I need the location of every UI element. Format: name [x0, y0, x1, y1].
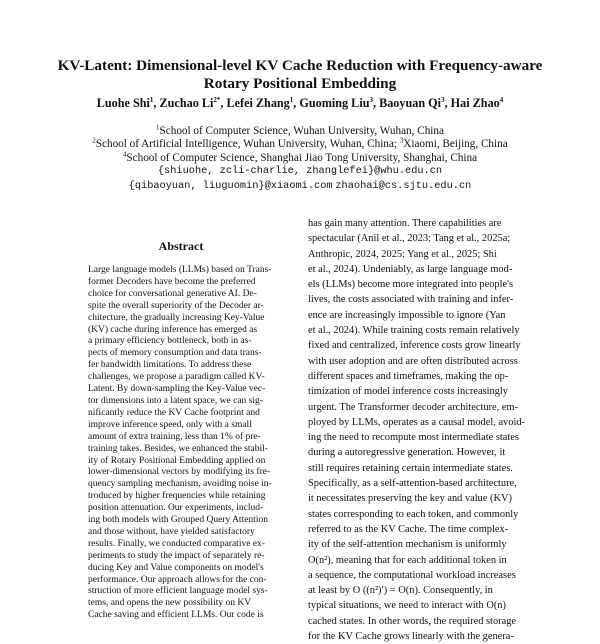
- author-affil-mark: 2*: [213, 95, 221, 104]
- affiliation-line: $^2$School of Artificial Intelligence, Wuhan University, Wuhan, China; $^3$Xiaomi, Beijing, China: [92, 136, 508, 151]
- abstract-line: quency sampling mechanism, avoiding noise in-: [88, 479, 272, 490]
- affiliation-2: School of Artificial Intelligence, Wuhan University, Wuhan, China;: [95, 138, 400, 151]
- abstract-line: improve inference speed, only with a small: [88, 419, 252, 430]
- body-text-line: els (LLMs) become more integrated into people's: [308, 279, 514, 291]
- author-name: Guoming Liu: [299, 96, 370, 110]
- abstract-line: training takes. Besides, we enhanced the stabil-: [88, 443, 268, 454]
- body-text-line: ence are increasingly impossible to ignore (Yan: [308, 309, 506, 321]
- abstract-line: challenges, we propose a paradigm called KV-: [88, 372, 265, 383]
- affiliation-4: School of Computer Science, Shanghai Jiao Tong University, Shanghai, China: [126, 151, 478, 164]
- email-line-1: {shiuohe, zcli-charlie, zhanglefei}@whu.edu.cn: [157, 165, 443, 178]
- author-affil-mark: 1: [149, 95, 154, 104]
- abstract-line: and those without, have yielded satisfactory: [88, 526, 255, 537]
- author-name: Zuchao Li: [159, 96, 214, 110]
- body-text-line: it necessitates preserving the key and value (KV): [308, 493, 512, 505]
- body-text-line: Anthropic, 2024, 2025; Yang et al., 2025; Shi: [308, 248, 497, 260]
- abstract-line: periments to study the impact of separately re-: [88, 550, 265, 561]
- abstract-line: choice for conversational generative AI. De-: [88, 288, 257, 299]
- body-text-line: during a autoregressive generation. However, it: [308, 447, 506, 459]
- body-text-line: O(n²), meaning that for each additional token in: [308, 554, 507, 566]
- body-text-line: urgent. The Transformer decoder architecture, em-: [308, 401, 518, 413]
- body-text-line: spectacular (Anil et al., 2023; Tang et al., 2025a;: [308, 233, 511, 245]
- body-text-line: different spaces and timeframes, making the op-: [308, 370, 509, 382]
- author-affil-mark: 1: [289, 95, 294, 104]
- author-affil-mark: 3: [441, 95, 445, 104]
- author-name: Hai Zhao: [450, 96, 500, 110]
- paper-title: [40, 57, 560, 93]
- affiliations: [30, 125, 570, 193]
- abstract-line: ducing Key and Value components on model's: [88, 562, 264, 573]
- abstract-line: Large language models (LLMs) based on Trans-: [88, 265, 272, 275]
- body-text-line: cached states. In other words, the required storage: [308, 615, 517, 627]
- affiliation-3: Xiaomi, Beijing, China: [403, 138, 508, 151]
- body-text-line: referred to as the KV Cache. The time complex-: [308, 523, 509, 535]
- body-text-line: still requires retaining certain intermediate states.: [308, 462, 513, 474]
- body-text-line: lives, the costs associated with training and infer-: [308, 294, 514, 306]
- body-text-line: et al., 2024). Undeniably, as large language mod-: [308, 263, 513, 275]
- email-sjtu: zhaohai@cs.sjtu.edu.cn: [335, 179, 472, 192]
- body-text-line: has gain many attention. There capabilities are: [308, 218, 502, 229]
- abstract-line: former Decoders have become the preferred: [88, 276, 256, 287]
- author-name: Luohe Shi: [96, 96, 150, 110]
- body-text-line: fixed and centralized, inference costs grow linearly: [308, 340, 521, 352]
- author-name: Baoyuan Qi: [379, 96, 442, 110]
- abstract-line: results. Finally, we conducted comparative ex-: [88, 538, 265, 549]
- abstract-line: (KV) cache during inference has emerged as: [88, 324, 258, 335]
- body-text-line: Specifically, as a self-attention-based architecture,: [308, 478, 517, 490]
- email-line-2: [30, 179, 570, 193]
- body-text-line: ity of the self-attention mechanism is uniformly: [308, 539, 507, 551]
- introduction-column: [308, 216, 530, 644]
- abstract-line: a primary efficiency bottleneck, both in as-: [88, 336, 252, 347]
- abstract-line: chitecture, the gradually increasing Key-Value: [88, 312, 265, 323]
- abstract-line: tems, and opens the new possibility on KV: [88, 598, 252, 609]
- abstract-line: Cache saving and efficient LLMs. Our code is: [88, 610, 264, 621]
- affiliation-line: $^4$School of Computer Science, Shanghai Jiao Tong University, Shanghai, China: [122, 150, 478, 164]
- abstract-heading: Abstract: [158, 239, 204, 253]
- body-text-line: timization of model inference costs increasingly: [308, 386, 508, 398]
- abstract-line: nificantly reduce the KV Cache footprint and: [88, 407, 260, 418]
- email-xiaomi: {qibaoyuan, liuguomin}@xiaomi.com: [128, 179, 333, 192]
- body-text-line: states corresponding to each token, and commonly: [308, 508, 519, 520]
- body-text-line: ployed by LLMs, operates as a causal model, avoid-: [308, 416, 525, 428]
- affiliation-line: $^1$School of Computer Science, Wuhan University, Wuhan, China: [156, 123, 444, 137]
- abstract-body: [88, 265, 274, 622]
- abstract-line: fer bandwidth limitations. To address these: [88, 360, 252, 371]
- abstract-line: tor dimensions into a latent space, we can sig-: [88, 395, 263, 406]
- title-line-2: Rotary Positional Embedding: [203, 75, 397, 92]
- abstract-line: position attenuation. Our experiments, includ-: [88, 503, 264, 514]
- abstract-line: spite the overall superiority of the Decoder ar-: [88, 300, 264, 311]
- abstract-line: lower-dimensional vectors by modifying its fre-: [88, 467, 271, 478]
- body-text-line: a sequence, the computational workload increases: [308, 569, 516, 581]
- abstract-line: troduced by higher frequencies while retaining: [88, 491, 266, 502]
- author-name: Lefei Zhang: [226, 96, 290, 110]
- body-text-line: at least by O ((n²)′) = O(n). Consequently, in: [308, 585, 493, 597]
- body-text-line: with user adoption and are often distributed across: [308, 355, 518, 367]
- author-list: Luohe Shi$^1$, Zuchao $Li^{2*}$, Lefei Zhang$^1$, Guoming Liu$^3$, Baoyuan Qi$^3$, Hai Zhao$^4$: [96, 95, 504, 110]
- body-text-line: typical situations, we need to interact with O(n): [308, 600, 506, 612]
- abstract-line: amount of extra training, less than 1% of pre-: [88, 431, 261, 442]
- body-text-line: ing the need to recompute most intermediate states: [308, 432, 519, 444]
- affiliation-1: School of Computer Science, Wuhan University, Wuhan, China: [159, 125, 444, 137]
- abstract-line: ity of Rotary Positional Embedding applied on: [88, 455, 266, 466]
- body-text-line: for the KV Cache grows linearly with the genera-: [308, 631, 514, 643]
- author-affil-mark: 4: [499, 95, 504, 104]
- author-affil-mark: 3: [369, 95, 373, 104]
- abstract-line: struction of more efficient language model sys-: [88, 586, 268, 597]
- body-text-line: et al., 2024). While training costs remain relatively: [308, 325, 520, 337]
- abstract-line: pects of memory consumption and data trans-: [88, 348, 262, 359]
- abstract-line: Latent. By down-sampling the Key-Value vec-: [88, 384, 266, 395]
- abstract-line: ing both models with Grouped Query Attention: [88, 515, 268, 526]
- title-line-1: KV-Latent: Dimensional-level KV Cache Reduction with Frequency-aware: [57, 57, 543, 74]
- abstract-line: performance. Our approach allows for the con-: [88, 574, 267, 585]
